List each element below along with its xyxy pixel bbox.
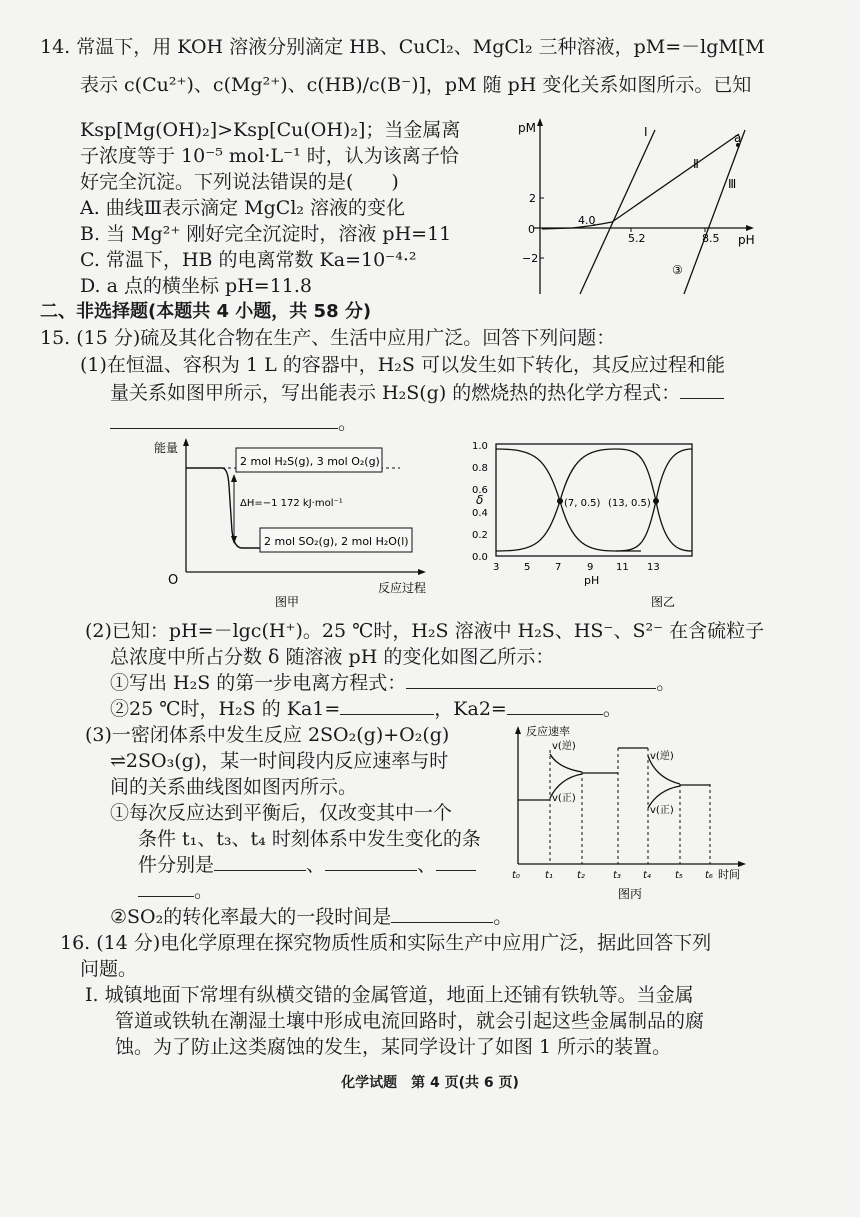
period: 。 bbox=[493, 906, 513, 928]
q14-pm-ph-graph bbox=[512, 112, 762, 300]
yi-xtick-9: 9 bbox=[587, 562, 594, 573]
yi-xtick-13: 13 bbox=[647, 562, 660, 573]
x-axis-label: pH bbox=[738, 233, 755, 247]
page-footer: 化学试题 第 4 页(共 6 页) bbox=[341, 1075, 519, 1091]
curve-iii bbox=[684, 130, 745, 294]
q15-p3-line1: (3)一密闭体系中发生反应 2SO₂(g)+O₂(g) bbox=[85, 724, 450, 746]
bing-v-fwd-label-1: v(正) bbox=[552, 793, 576, 804]
figure-bing bbox=[506, 722, 760, 902]
q14-option-b: B. 当 Mg²⁺ 刚好完全沉淀时，溶液 pH=11 bbox=[80, 223, 452, 245]
yi-caption: 图乙 bbox=[651, 595, 676, 609]
yi-y-label: δ bbox=[476, 493, 484, 507]
jia-x-label: 反应过程 bbox=[378, 581, 427, 595]
answer-blank-max-conv[interactable] bbox=[391, 904, 493, 923]
x-axis-arrow bbox=[746, 225, 754, 231]
bing-tick-t1: t₁ bbox=[545, 870, 553, 881]
jia-x-arrow bbox=[418, 569, 426, 575]
period: 。 bbox=[656, 672, 676, 694]
separator: 、 bbox=[306, 854, 326, 876]
bing-v-rev-label-1: v(逆) bbox=[552, 741, 576, 752]
q16-p1-line3: 蚀。为了防止这类腐蚀的发生，某同学设计了如图 1 所示的装置。 bbox=[115, 1036, 672, 1058]
bing-x-label: 时间 bbox=[718, 868, 740, 881]
yi-xtick-11: 11 bbox=[616, 562, 629, 573]
yi-ytick-1: 0.2 bbox=[472, 530, 488, 541]
q16-p1-line1: Ⅰ. 城镇地面下常埋有纵横交错的金属管道，地面上还铺有铁轨等。当金属 bbox=[85, 984, 694, 1006]
q14-line1: 14. 常温下，用 KOH 溶液分别滴定 HB、CuCl₂、MgCl₂ 三种溶液，pM=－lgM[M bbox=[40, 36, 765, 58]
bing-tick-t4: t₄ bbox=[643, 870, 651, 881]
tick-2-label: 2 bbox=[529, 192, 536, 205]
jia-y-arrow bbox=[183, 438, 189, 446]
jia-origin: O bbox=[168, 573, 179, 588]
q14-option-d: D. a 点的横坐标 pH=11.8 bbox=[80, 275, 312, 297]
q15-p3-line3: 间的关系曲线图如图丙所示。 bbox=[110, 776, 358, 798]
curve-ii bbox=[542, 134, 739, 229]
q16-p1-line2: 管道或铁轨在潮湿土壤中形成电流回路时，就会引起这些金属制品的腐 bbox=[115, 1010, 705, 1032]
curve-i-label: Ⅰ bbox=[644, 125, 648, 139]
yi-ytick-2: 0.4 bbox=[472, 508, 488, 519]
x-label-4-0: 4.0 bbox=[578, 214, 596, 227]
q16-line1: 16. (14 分)电化学原理在探究物质性质和实际生产中应用广泛，据此回答下列 bbox=[60, 932, 712, 954]
q15-p3-q2-wrap bbox=[110, 904, 512, 930]
q15-p3-q1-line1: ①每次反应达到平衡后，仅改变其中一个 bbox=[110, 802, 453, 824]
yi-ytick-0: 0.0 bbox=[472, 552, 488, 563]
mark-3: ③ bbox=[672, 263, 683, 277]
bing-y-arrow bbox=[515, 726, 521, 734]
bing-v-rev-label-2: v(逆) bbox=[650, 751, 674, 762]
q14-option-a: A. 曲线Ⅲ表示滴定 MgCl₂ 溶液的变化 bbox=[80, 197, 406, 219]
yi-ytick-4: 0.8 bbox=[472, 463, 488, 474]
answer-blank-t3[interactable] bbox=[325, 852, 417, 871]
jia-caption: 图甲 bbox=[275, 595, 300, 608]
answer-blank-1a[interactable] bbox=[680, 380, 724, 399]
section-2-heading: 二、非选择题(本题共 4 小题，共 58 分) bbox=[40, 301, 372, 322]
q14-option-c: C. 常温下，HB 的电离常数 Ka=10⁻⁴·² bbox=[80, 249, 417, 271]
jia-bottom-box-text: 2 mol SO₂(g), 2 mol H₂O(l) bbox=[264, 535, 409, 548]
answer-blank-2a[interactable] bbox=[406, 670, 656, 689]
bing-tick-t0: t₀ bbox=[512, 870, 520, 881]
q15-p2-line2: 总浓度中所占分数 δ 随溶液 pH 的变化如图乙所示： bbox=[110, 646, 555, 668]
yi-xtick-3: 3 bbox=[493, 562, 500, 573]
yi-point-1-label: (7, 0.5) bbox=[564, 498, 601, 509]
q15-p3-line2: ⇌2SO₃(g)，某一时间段内反应速率与时 bbox=[110, 750, 449, 772]
y-axis-arrow bbox=[537, 118, 543, 126]
period: 。 bbox=[194, 880, 214, 902]
bing-v-fwd-label-2: v(正) bbox=[650, 805, 674, 816]
answer-blank-t4a[interactable] bbox=[436, 852, 476, 871]
yi-point-1 bbox=[557, 498, 563, 504]
q15-p1-line1: (1)在恒温、容积为 1 L 的容器中，H₂S 可以发生如下转化，其反应过程和能 bbox=[80, 354, 725, 376]
q16-line2: 问题。 bbox=[80, 958, 138, 980]
curve-ii-label: Ⅱ bbox=[693, 157, 699, 171]
yi-xtick-7: 7 bbox=[555, 562, 562, 573]
q14-line2: 表示 c(Cu²⁺)、c(Mg²⁺)、c(HB)/c(B⁻)]，pM 随 pH 变化关系如图所示。已知 bbox=[80, 74, 752, 96]
answer-blank-t1[interactable] bbox=[214, 852, 306, 871]
y-axis-label: pM bbox=[518, 121, 536, 135]
yi-ytick-3: 0.6 bbox=[472, 485, 488, 496]
jia-dh-arrow-top bbox=[231, 474, 237, 482]
x-label-5-2: 5.2 bbox=[628, 232, 646, 245]
q14-line4: 子浓度等于 10⁻⁵ mol·L⁻¹ 时，认为该离子恰 bbox=[80, 145, 459, 167]
answer-blank-t4b[interactable] bbox=[138, 878, 194, 897]
yi-ytick-5: 1.0 bbox=[472, 441, 488, 452]
q15-p2-q2-wrap bbox=[110, 696, 622, 722]
tick-neg2-label: −2 bbox=[522, 252, 539, 265]
bing-y-label: 反应速率 bbox=[526, 725, 570, 738]
x-label-8-5: 8.5 bbox=[702, 232, 720, 245]
q15-p2-q1-wrap bbox=[110, 670, 675, 696]
bing-tick-t6: t₆ bbox=[705, 870, 713, 881]
q15-p2-q2-a: ②25 ℃时，H₂S 的 Ka1= bbox=[110, 698, 341, 720]
answer-blank-1b[interactable] bbox=[110, 410, 338, 429]
answer-blank-ka1[interactable] bbox=[340, 696, 434, 715]
jia-top-box-text: 2 mol H₂S(g), 3 mol O₂(g) bbox=[240, 455, 380, 468]
q15-p3-q1-line2: 条件 t₁、t₃、t₄ 时刻体系中发生变化的条 bbox=[138, 828, 481, 850]
q15-p3-q1-line4-wrap bbox=[138, 878, 213, 904]
q15-p3-q1-line3: 件分别是 bbox=[138, 854, 215, 876]
yi-xtick-5: 5 bbox=[524, 562, 531, 573]
origin-label: 0 bbox=[528, 223, 535, 236]
yi-point-2-label: (13, 0.5) bbox=[608, 498, 651, 509]
figure-jia bbox=[150, 436, 450, 608]
curve-i bbox=[580, 130, 655, 294]
jia-dh-arrow-bottom bbox=[231, 536, 237, 544]
q15-p3-q2: ②SO₂的转化率最大的一段时间是 bbox=[110, 906, 392, 928]
point-a-label: a bbox=[734, 131, 742, 145]
q15-p2-line1: (2)已知：pH=－lgc(H⁺)。25 ℃时，H₂S 溶液中 H₂S、HS⁻、S²⁻ 在含硫粒子 bbox=[85, 620, 765, 642]
curve-iii-label: Ⅲ bbox=[728, 177, 737, 191]
separator: 、 bbox=[417, 854, 437, 876]
q15-p2-q1: ①写出 H₂S 的第一步电离方程式： bbox=[110, 672, 407, 694]
yi-point-2 bbox=[653, 498, 659, 504]
q15-p1-end-wrap bbox=[110, 410, 357, 436]
q14-line5: 好完全沉淀。下列说法错误的是( ) bbox=[80, 171, 399, 193]
bing-x-arrow bbox=[738, 861, 746, 867]
bing-v-rev-1 bbox=[550, 754, 582, 772]
bing-tick-t5: t₅ bbox=[675, 870, 683, 881]
q14-line3: Ksp[Mg(OH)₂]>Ksp[Cu(OH)₂]；当金属离 bbox=[80, 119, 461, 141]
q15-p3-q1-line3-wrap bbox=[138, 852, 476, 878]
jia-dh-text: ΔH=−1 172 kJ·mol⁻¹ bbox=[240, 498, 343, 509]
q15-p2-q2-b: ，Ka2= bbox=[434, 698, 507, 720]
q15-p1-line2: 量关系如图甲所示，写出能表示 H₂S(g) 的燃烧热的热化学方程式： bbox=[110, 382, 681, 404]
bing-tick-t3: t₃ bbox=[613, 870, 621, 881]
answer-blank-ka2[interactable] bbox=[507, 696, 603, 715]
q15-p1-end: 。 bbox=[338, 412, 358, 434]
q15-p1-line2-wrap bbox=[110, 380, 724, 406]
figure-yi bbox=[466, 436, 700, 612]
period: 。 bbox=[602, 698, 622, 720]
q15-intro: 15. (15 分)硫及其化合物在生产、生活中应用广泛。回答下列问题： bbox=[40, 327, 616, 349]
jia-y-label: 能量 bbox=[154, 441, 179, 455]
bing-tick-t2: t₂ bbox=[577, 870, 585, 881]
bing-caption: 图丙 bbox=[618, 887, 643, 901]
yi-x-label: pH bbox=[584, 574, 600, 587]
